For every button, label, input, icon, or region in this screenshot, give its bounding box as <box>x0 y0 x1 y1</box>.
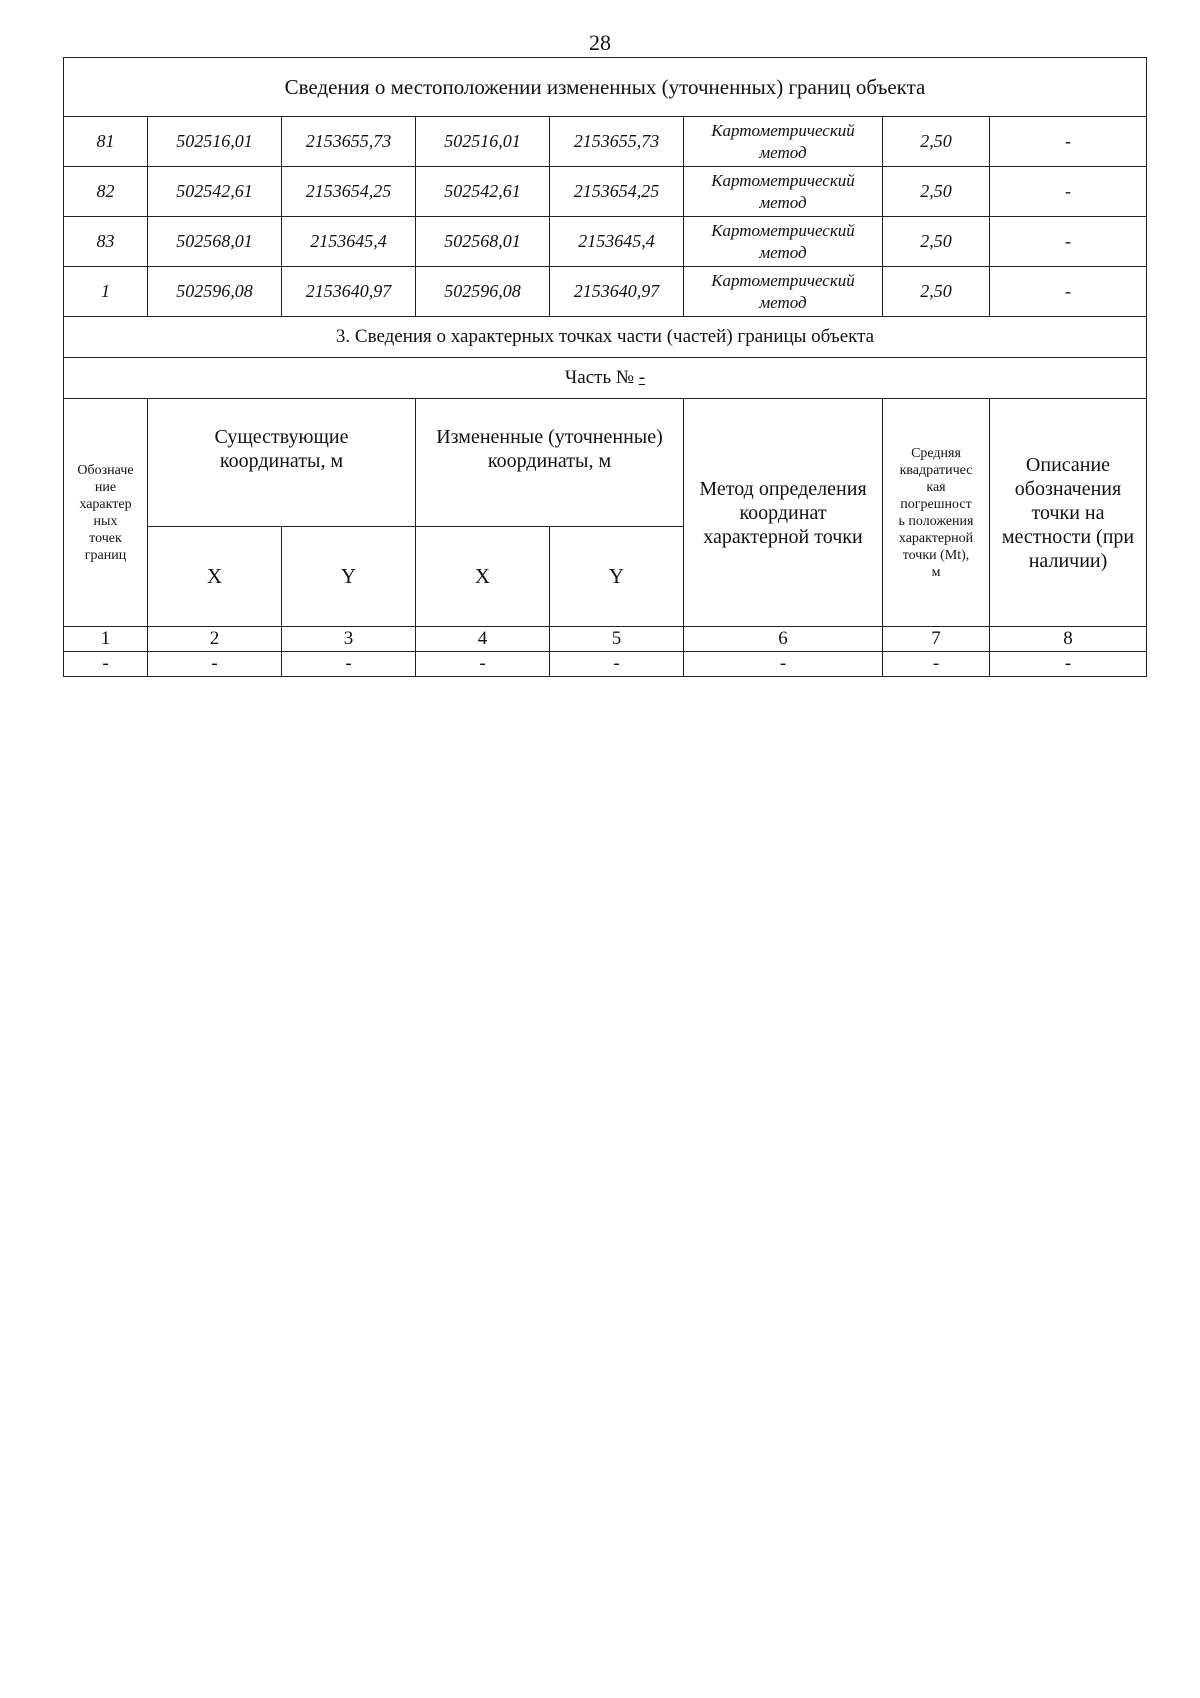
header-line: границ <box>84 547 127 563</box>
part-label: Часть № <box>564 367 634 388</box>
y-changed: 2153645,4 <box>550 217 684 267</box>
column-number: 8 <box>990 627 1147 652</box>
header-line: точек <box>89 530 122 546</box>
page-number: 28 <box>589 30 611 55</box>
header-method <box>684 399 883 627</box>
header-line: характерной <box>898 530 974 546</box>
y-existing: 2153654,25 <box>282 167 416 217</box>
header-line: м <box>931 564 941 580</box>
empty-cell: - <box>64 652 148 677</box>
y-changed: 2153655,73 <box>550 117 684 167</box>
x-existing: 502596,08 <box>148 267 282 317</box>
table-title-row <box>64 58 1147 117</box>
empty-cell: - <box>883 652 990 677</box>
empty-cell: - <box>550 652 684 677</box>
empty-cell: - <box>282 652 416 677</box>
header-y-existing: Y <box>282 527 416 627</box>
header-changed-coordinates <box>416 399 684 527</box>
header-line: обозначения <box>1014 477 1122 500</box>
header-line: Средняя <box>911 445 961 461</box>
method-line: Картометрический <box>711 220 855 240</box>
column-number: 2 <box>148 627 282 652</box>
column-number: 7 <box>883 627 990 652</box>
header-line: наличии) <box>1028 549 1108 572</box>
header-line: ь положения <box>898 513 974 529</box>
part-value: - <box>638 367 646 388</box>
column-number: 4 <box>416 627 550 652</box>
x-changed: 502516,01 <box>416 117 550 167</box>
header-y-changed: Y <box>550 527 684 627</box>
header-line: характер <box>79 496 132 512</box>
column-number: 1 <box>64 627 148 652</box>
header-line: Обозначе <box>77 462 134 478</box>
header-line: координаты, м <box>487 450 612 472</box>
header-x-existing: X <box>148 527 282 627</box>
empty-cell: - <box>684 652 883 677</box>
y-existing: 2153645,4 <box>282 217 416 267</box>
header-line: кая <box>926 479 946 495</box>
method-line: Картометрический <box>711 120 855 140</box>
header-line: Описание <box>1025 453 1111 476</box>
header-description <box>990 399 1147 627</box>
header-line: Существующие <box>214 426 349 448</box>
table-row <box>64 117 1147 167</box>
table-row <box>64 217 1147 267</box>
empty-cell: - <box>990 652 1147 677</box>
empty-cell: - <box>148 652 282 677</box>
column-number: 5 <box>550 627 684 652</box>
y-changed: 2153640,97 <box>550 267 684 317</box>
empty-cell: - <box>416 652 550 677</box>
part-cell <box>64 358 1147 399</box>
x-existing: 502542,61 <box>148 167 282 217</box>
description-value: - <box>990 117 1147 167</box>
header-line: координат <box>739 501 827 524</box>
y-existing: 2153655,73 <box>282 117 416 167</box>
table-row <box>64 652 1147 677</box>
method-line: Картометрический <box>711 170 855 190</box>
x-changed: 502542,61 <box>416 167 550 217</box>
header-line: точки (Mt), <box>902 547 970 563</box>
header-line: Измененные (уточненные) <box>436 426 663 448</box>
method-line: метод <box>759 192 807 212</box>
column-number: 3 <box>282 627 416 652</box>
description-value: - <box>990 167 1147 217</box>
header-line: местности (при <box>1001 525 1135 548</box>
x-changed: 502568,01 <box>416 217 550 267</box>
header-line: погрешност <box>900 496 972 512</box>
y-existing: 2153640,97 <box>282 267 416 317</box>
part-row <box>64 358 1147 399</box>
header-line: Метод определения <box>699 477 867 500</box>
header-line: точки на <box>1031 501 1105 524</box>
method-cell <box>684 267 883 317</box>
description-value: - <box>990 267 1147 317</box>
accuracy-value: 2,50 <box>883 267 990 317</box>
point-number: 83 <box>64 217 148 267</box>
method-cell <box>684 217 883 267</box>
point-number: 81 <box>64 117 148 167</box>
method-cell <box>684 117 883 167</box>
column-number: 6 <box>684 627 883 652</box>
table-title: Сведения о местоположении измененных (уточненных) границ объекта <box>64 58 1147 117</box>
method-line: метод <box>759 242 807 262</box>
header-accuracy <box>883 399 990 627</box>
header-line: квадратичес <box>899 462 973 478</box>
x-changed: 502596,08 <box>416 267 550 317</box>
header-x-changed: X <box>416 527 550 627</box>
method-line: Картометрический <box>711 270 855 290</box>
boundary-points-table <box>63 57 1147 677</box>
description-value: - <box>990 217 1147 267</box>
method-line: метод <box>759 292 807 312</box>
section3-title-row <box>64 317 1147 358</box>
header-line: ных <box>93 513 118 529</box>
header-line: характерной точки <box>703 525 863 548</box>
accuracy-value: 2,50 <box>883 167 990 217</box>
header-line: ние <box>94 479 117 495</box>
x-existing: 502516,01 <box>148 117 282 167</box>
method-cell <box>684 167 883 217</box>
point-number: 1 <box>64 267 148 317</box>
section3-title: 3. Сведения о характерных точках части (частей) границы объекта <box>64 317 1147 358</box>
header-existing-coordinates <box>148 399 416 527</box>
accuracy-value: 2,50 <box>883 217 990 267</box>
header-row-top <box>64 399 1147 527</box>
column-numbers-row <box>64 627 1147 652</box>
header-point-designation <box>64 399 148 627</box>
point-number: 82 <box>64 167 148 217</box>
header-line: координаты, м <box>219 450 344 472</box>
accuracy-value: 2,50 <box>883 117 990 167</box>
table-row <box>64 167 1147 217</box>
table-row <box>64 267 1147 317</box>
method-line: метод <box>759 142 807 162</box>
x-existing: 502568,01 <box>148 217 282 267</box>
y-changed: 2153654,25 <box>550 167 684 217</box>
